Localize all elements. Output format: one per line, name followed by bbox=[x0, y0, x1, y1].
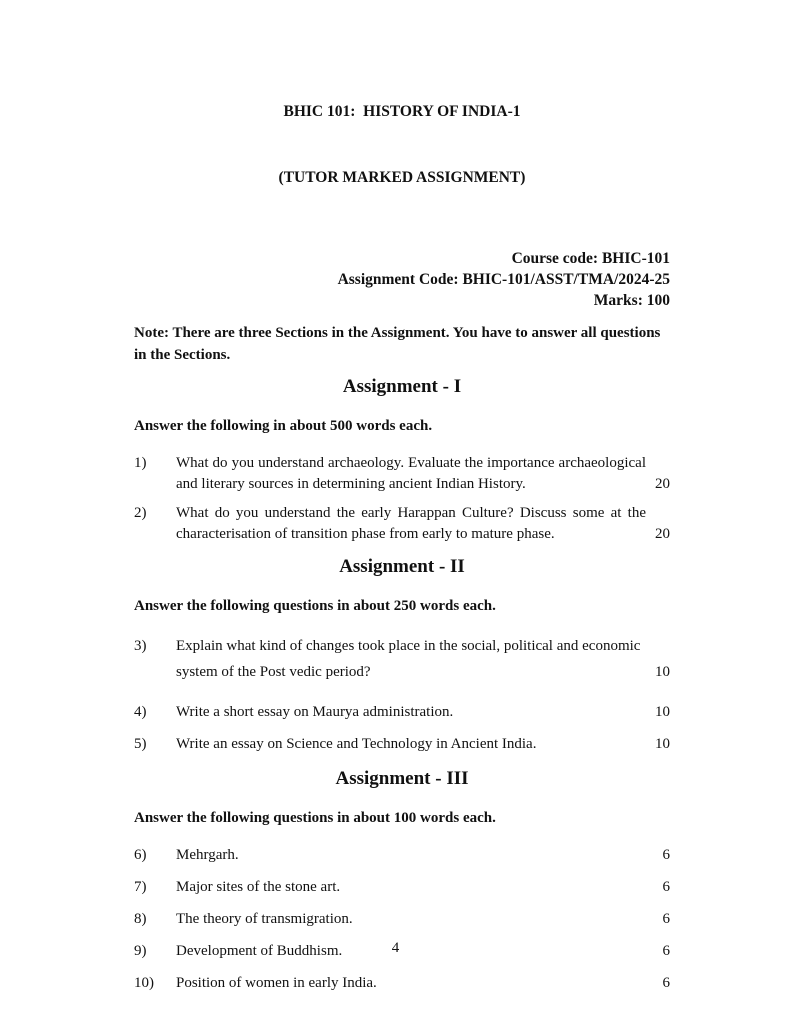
question-1 bbox=[134, 453, 670, 495]
question-8 bbox=[134, 909, 670, 930]
section-heading-assignment-2: Assignment - II bbox=[339, 556, 465, 577]
question-6 bbox=[134, 845, 670, 866]
question-text: The theory of transmigration. bbox=[176, 911, 353, 927]
question-4 bbox=[134, 702, 670, 723]
question-text: Development of Buddhism. bbox=[176, 943, 343, 959]
question-number: 3) bbox=[134, 638, 147, 654]
question-marks: 6 bbox=[662, 975, 670, 991]
question-number: 1) bbox=[134, 455, 147, 471]
question-number: 6) bbox=[134, 847, 147, 863]
document-title-block bbox=[134, 57, 670, 233]
question-text: Mehrgarh. bbox=[176, 847, 239, 863]
question-marks: 20 bbox=[655, 526, 670, 542]
question-text: Write a short essay on Maurya administration. bbox=[176, 704, 454, 720]
section-instruction-assignment-3: Answer the following questions in about 100 words each. bbox=[134, 810, 496, 826]
assignment-note: Note: There are three Sections in the Assignment. You have to answer all questions in the Sections. bbox=[134, 325, 661, 363]
question-2 bbox=[134, 503, 670, 545]
course-code: Course code: BHIC-101 bbox=[511, 250, 670, 267]
document-subtitle: (TUTOR MARKED ASSIGNMENT) bbox=[278, 169, 526, 186]
question-number: 2) bbox=[134, 505, 147, 521]
question-marks: 6 bbox=[662, 943, 670, 959]
question-marks: 6 bbox=[662, 911, 670, 927]
question-marks: 20 bbox=[655, 476, 670, 492]
question-number: 9) bbox=[134, 943, 147, 959]
question-7 bbox=[134, 877, 670, 898]
question-text: What do you understand archaeology. Evaluate the importance archaeological and literary sources in determining ancient Indian History. bbox=[176, 455, 646, 492]
question-text: Write an essay on Science and Technology in Ancient India. bbox=[176, 736, 537, 752]
question-marks: 6 bbox=[662, 847, 670, 863]
total-marks: Marks: 100 bbox=[593, 292, 670, 309]
section-heading-assignment-1: Assignment - I bbox=[342, 376, 462, 397]
question-marks: 6 bbox=[662, 879, 670, 895]
question-number: 8) bbox=[134, 911, 147, 927]
question-text: Position of women in early India. bbox=[176, 975, 377, 991]
question-marks: 10 bbox=[655, 736, 670, 752]
course-info-block bbox=[134, 248, 670, 311]
document-title: BHIC 101: HISTORY OF INDIA-1 bbox=[283, 103, 521, 120]
section-instruction-assignment-1: Answer the following in about 500 words each. bbox=[134, 418, 433, 434]
question-3 bbox=[134, 633, 670, 685]
page-number: 4 bbox=[391, 940, 400, 956]
question-number: 4) bbox=[134, 704, 147, 720]
question-text: Explain what kind of changes took place in the social, political and economic system of the Post vedic period? bbox=[176, 638, 641, 680]
question-5 bbox=[134, 734, 670, 755]
question-marks: 10 bbox=[655, 704, 670, 720]
question-number: 5) bbox=[134, 736, 147, 752]
question-marks: 10 bbox=[655, 664, 670, 680]
section-instruction-assignment-2: Answer the following questions in about 250 words each. bbox=[134, 598, 496, 614]
question-number: 10) bbox=[134, 975, 154, 991]
question-text: Major sites of the stone art. bbox=[176, 879, 341, 895]
question-text: What do you understand the early Harappan Culture? Discuss some at the characterisation of transition phase from early to mature phase. bbox=[176, 505, 646, 542]
question-number: 7) bbox=[134, 879, 147, 895]
section-heading-assignment-3: Assignment - III bbox=[335, 768, 469, 789]
assignment-code: Assignment Code: BHIC-101/ASST/TMA/2024-25 bbox=[337, 271, 670, 288]
question-10 bbox=[134, 973, 670, 994]
